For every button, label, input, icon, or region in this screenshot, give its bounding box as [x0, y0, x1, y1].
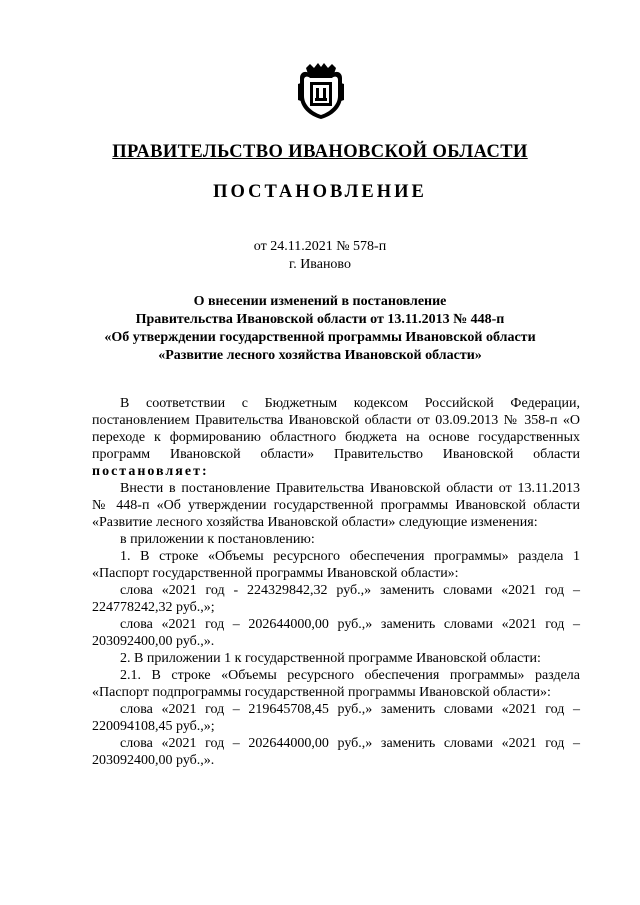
document-type: ПОСТАНОВЛЕНИЕ [213, 182, 427, 202]
government-title: ПРАВИТЕЛЬСТВО ИВАНОВСКОЙ ОБЛАСТИ [112, 142, 528, 162]
paragraph-text: В соответствии с Бюджетным кодексом Российской Федерации, постановлением Правительства Ивановской области от 03.09.2013 № 358-п «О переходе к формированию областного бюджета на основе государственных программ Ивановской области» Правительство Ивановской области [92, 396, 580, 462]
heading-line: О внесении изменений в постановление [193, 294, 447, 309]
paragraph: слова «2021 год – 219645708,45 руб.,» заменить словами «2021 год – 220094108,45 руб.,»; [92, 702, 580, 734]
paragraph: слова «2021 год – 202644000,00 руб.,» заменить словами «2021 год – 203092400,00 руб.,». [92, 736, 580, 768]
paragraph: 2.1. В строке «Объемы ресурсного обеспечения программы» раздела «Паспорт подпрограммы государственной программы Ивановской области»: [92, 668, 580, 700]
paragraph: слова «2021 год - 224329842,32 руб.,» заменить словами «2021 год – 224778242,32 руб.,»; [92, 583, 580, 615]
coat-of-arms-emblem [296, 62, 346, 120]
city: г. Иваново [289, 257, 351, 272]
document-heading [0, 293, 640, 365]
document-body [92, 395, 580, 769]
date-number: от 24.11.2021 № 578-п [253, 239, 387, 254]
paragraph: 1. В строке «Объемы ресурсного обеспечения программы» раздела 1 «Паспорт государственной программы Ивановской области»: [92, 549, 580, 581]
paragraph: Внести в постановление Правительства Ивановской области от 13.11.2013 № 448-п «Об утверждении государственной программы Ивановской области «Развитие лесного хозяйства Ивановской области» следующие изменения: [92, 481, 580, 530]
paragraph [92, 395, 580, 480]
paragraph: 2. В приложении 1 к государственной программе Ивановской области: [120, 651, 541, 666]
heading-line: «Об утверждении государственной программы Ивановской области [104, 330, 536, 345]
paragraph: слова «2021 год – 202644000,00 руб.,» заменить словами «2021 год – 203092400,00 руб.,». [92, 617, 580, 649]
heading-line: «Развитие лесного хозяйства Ивановской области» [158, 348, 482, 363]
paragraph-emphasis: постановляет: [92, 464, 209, 479]
document-meta [0, 238, 640, 274]
heading-line: Правительства Ивановской области от 13.11.2013 № 448-п [135, 312, 505, 327]
paragraph: в приложении к постановлению: [120, 532, 315, 547]
